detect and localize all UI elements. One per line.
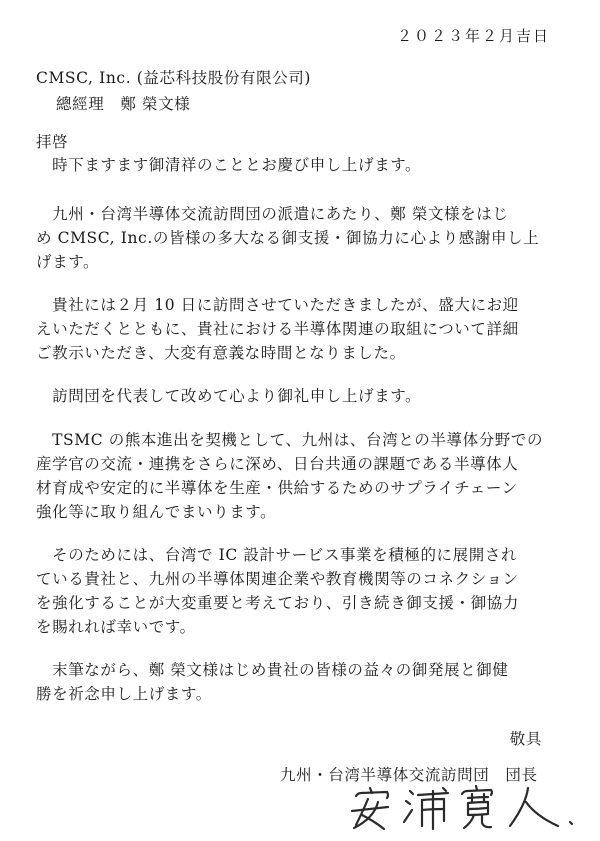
body-line: 貴社には２月 10 日に訪問させていただきましたが、盛大にお迎 bbox=[36, 296, 519, 314]
letter-date: ２０２３年２月吉日 bbox=[396, 27, 550, 45]
body-line: 九州・台湾半導体交流訪問団の派遣にあたり、鄭 榮文様をはじ bbox=[36, 205, 509, 223]
sender-title: 九州・台湾半導体交流訪問団 団長 bbox=[280, 766, 538, 784]
body-line: TSMC の熊本進出を契機として、九州は、台湾との半導体分野での bbox=[36, 431, 544, 449]
body-line: げます。 bbox=[36, 253, 100, 271]
salutation: 拝啓 bbox=[36, 133, 69, 151]
closing-word: 敬具 bbox=[509, 730, 542, 748]
body-line: 強化等に取り組んでまいります。 bbox=[36, 503, 277, 521]
body-line: えいただくとともに、貴社における半導体関連の取組について詳細 bbox=[36, 320, 519, 338]
body-line: 時下ますます御清祥のこととお慶び申し上げます。 bbox=[36, 156, 422, 174]
body-line: 訪問団を代表して改めて心より御礼申し上げます。 bbox=[36, 387, 422, 405]
body-line: 末筆ながら、鄭 榮文様はじめ貴社の皆様の益々の御発展と御健 bbox=[36, 661, 509, 679]
body-line: 産学官の交流・連携をさらに深め、日台共通の課題である半導体人 bbox=[36, 455, 519, 473]
handwritten-signature bbox=[348, 782, 578, 832]
recipient-company: CMSC, Inc. (益芯科技股份有限公司) bbox=[36, 69, 312, 87]
body-line: ご教示いただき、大変有意義な時間となりました。 bbox=[36, 344, 406, 362]
recipient-name: 總經理 鄭 榮文様 bbox=[56, 95, 191, 113]
body-line: 材育成や安定的に半導体を生産・供給するためのサプライチェーン bbox=[36, 479, 518, 497]
body-line: 勝を祈念申し上げます。 bbox=[36, 685, 212, 703]
body-line: め CMSC, Inc.の皆様の多大なる御支援・御協力に心より感謝申し上 bbox=[36, 229, 540, 247]
body-line: を賜れれば幸いです。 bbox=[36, 618, 196, 636]
body-line: ている貴社と、九州の半導体関連企業や教育機関等のコネクション bbox=[36, 570, 519, 588]
body-line: そのためには、台湾で IC 設計サービス事業を積極的に展開され bbox=[36, 546, 518, 564]
body-line: を強化することが大変重要と考えており、引き続き御支援・御協力 bbox=[36, 594, 520, 612]
